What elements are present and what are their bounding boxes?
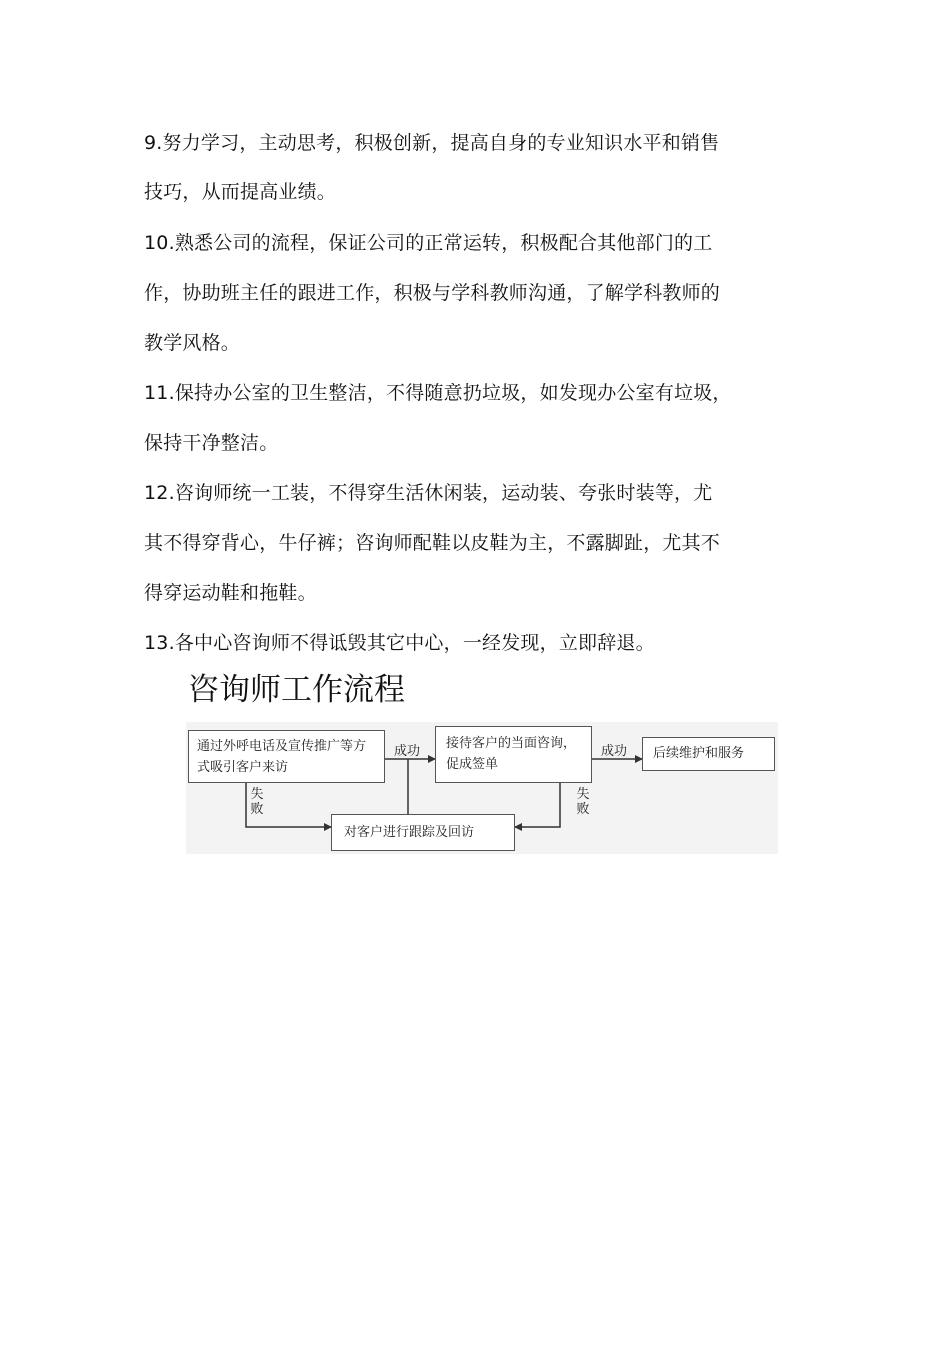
edge-label-success-1: 成功	[394, 744, 421, 759]
paragraph-9-line-2: 技巧，从而提高业绩。	[144, 181, 337, 203]
edge-label-fail-1: 失败	[250, 787, 264, 817]
paragraph-13-line-1: 13.各中心咨询师不得诋毁其它中心，一经发现，立即辞退。	[144, 632, 655, 654]
section-title: 咨询师工作流程	[188, 672, 405, 708]
paragraph-12-line-2: 其不得穿背心，牛仔裤；咨询师配鞋以皮鞋为主，不露脚趾，尤其不	[144, 532, 721, 554]
node-service: 后续维护和服务	[642, 737, 775, 771]
paragraph-10-line-3: 教学风格。	[144, 332, 241, 354]
paragraph-11-line-2: 保持干净整洁。	[144, 432, 279, 454]
paragraph-12-line-1: 12.咨询师统一工装，不得穿生活休闲装，运动装、夸张时装等，尤	[144, 482, 713, 504]
paragraph-10-line-2: 作，协助班主任的跟进工作，积极与学科教师沟通，了解学科教师的	[144, 282, 721, 304]
paragraph-10-line-1: 10.熟悉公司的流程，保证公司的正常运转，积极配合其他部门的工	[144, 232, 713, 254]
edge-label-fail-2: 失败	[576, 787, 590, 817]
paragraph-11-line-1: 11.保持办公室的卫生整洁，不得随意扔垃圾，如发现办公室有垃圾，	[144, 382, 732, 404]
paragraph-9-line-1: 9.努力学习，主动思考，积极创新，提高自身的专业知识水平和销售	[144, 132, 720, 154]
edge-label-success-2: 成功	[601, 744, 628, 759]
node-consult: 接待客户的当面咨询，促成签单	[435, 726, 592, 783]
flowchart	[186, 722, 778, 854]
node-attract: 通过外呼电话及宣传推广等方式吸引客户来访	[188, 730, 385, 783]
edge-consult-to-followup	[515, 783, 560, 827]
node-followup: 对客户进行跟踪及回访	[331, 814, 515, 851]
paragraph-12-line-3: 得穿运动鞋和拖鞋。	[144, 582, 317, 604]
